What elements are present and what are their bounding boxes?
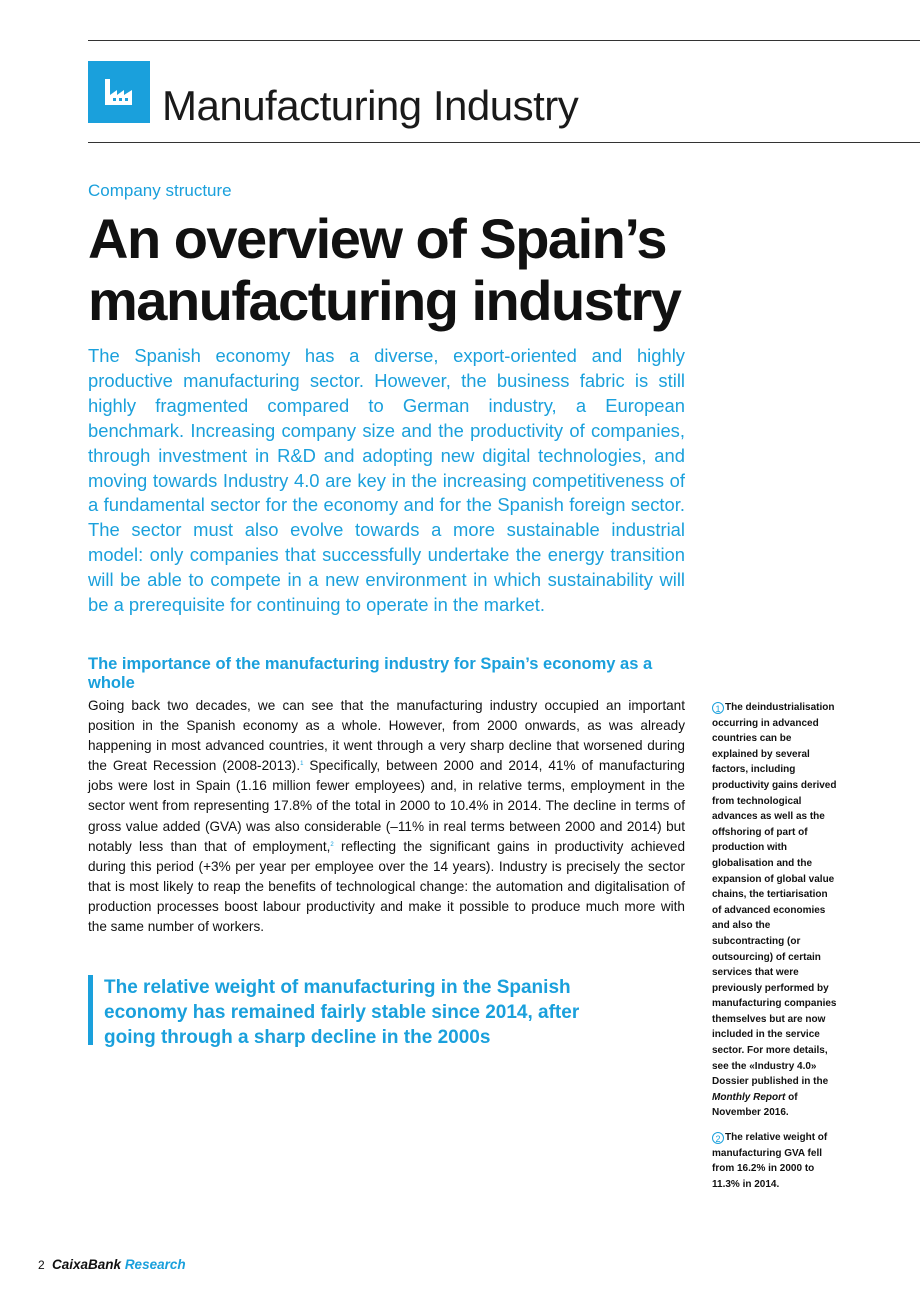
footnote-ref-1[interactable]: 1 xyxy=(300,761,304,768)
body-text-part2: Specifically, between 2000 and 2014, 41% of manufacturing jobs were lost in Spain (1.16 million fewer employees) and, in relative terms, employment in the sector went from representing 17.8% of the total in 2000 to 10.4% in 2014. The decline in terms of gross value added (GVA) was also considerable (–11% in real terms between 2000 and 2014) but notably less than that of employment, xyxy=(88,758,685,854)
footnote-text: The relative weight of manufacturing GVA fell from 16.2% in 2000 to 11.3% in 2014. xyxy=(712,1132,828,1190)
body-paragraph xyxy=(88,696,685,937)
body-text-part1: Going back two decades, we can see that the manufacturing industry occupied an important position in the Spanish economy as a whole. However, from 2000 onwards, as was already happening in most advanced countries, it went through a very sharp decline that worsened during the Great Recession (2008-2013). xyxy=(88,698,685,774)
body-text-part3: reflecting the significant gains in productivity achieved during this period (+3% per year per employee over the 14 years). Industry is precisely the sector that is most likely to reap the benefits of technological change: the automation and digitalisation of production processes boost labour productivity and make it possible to produce much more with the same number of workers. xyxy=(88,838,686,935)
brand-logo xyxy=(52,1257,186,1273)
sidebar-notes xyxy=(712,700,838,1201)
article-headline: An overview of Spain’s manufacturing industry xyxy=(88,207,681,332)
article-intro: The Spanish economy has a diverse, export-oriented and highly productive manufacturing sector. However, the business fabric is still highly fragmented compared to German industry, a European benchmark. Increasing company size and the productivity of companies, through investment in R&D and adopting new digital technologies, and moving towards Industry 4.0 are key in the increasing competitiveness of a fundamental sector for the economy and for the Spanish foreign sector. The sector must also evolve towards a more sustainable industrial model: only companies that successfully undertake the energy transition will be able to compete in a new environment in which sustainability will be a prerequisite for continuing to operate in the market. xyxy=(88,345,685,616)
footnote-emphasis: Monthly Report xyxy=(712,1091,786,1103)
top-rule xyxy=(88,40,920,41)
footnote-number: 2 xyxy=(712,1132,724,1144)
section-title: Manufacturing Industry xyxy=(162,82,579,129)
footnote-2 xyxy=(712,1130,838,1192)
footnote-1 xyxy=(712,700,838,1121)
page-number: 2 xyxy=(38,1258,45,1272)
header-rule xyxy=(88,142,920,143)
footnote-text-end: of November 2016. xyxy=(712,1091,798,1119)
footnote-ref-2[interactable]: 2 xyxy=(330,841,334,848)
article-kicker: Company structure xyxy=(88,181,232,200)
brand-name: CaixaBank xyxy=(52,1257,122,1272)
pullquote: The relative weight of manufacturing in the Spanish economy has remained fairly stable since 2014, after going through a sharp decline in the 2000s xyxy=(104,977,580,1048)
section-subhead: The importance of the manufacturing industry for Spain’s economy as a whole xyxy=(88,655,653,692)
factory-icon xyxy=(88,61,150,123)
pullquote-bar xyxy=(88,975,93,1045)
footnote-number: 1 xyxy=(712,702,724,714)
brand-suffix: Research xyxy=(124,1257,186,1272)
footnote-text: The deindustrialisation occurring in advanced countries can be explained by several factors, including productivity gains derived from technological advances as well as the offshoring of part of production with globalisation and the expansion of global value chains, the tertiarisation of advanced economies and also the subcontracting (or outsourcing) of certain services that were previously performed by manufacturing companies themselves but are now included in the service sector. For more details, see the «Industry 4.0» Dossier published in the xyxy=(712,702,837,1088)
